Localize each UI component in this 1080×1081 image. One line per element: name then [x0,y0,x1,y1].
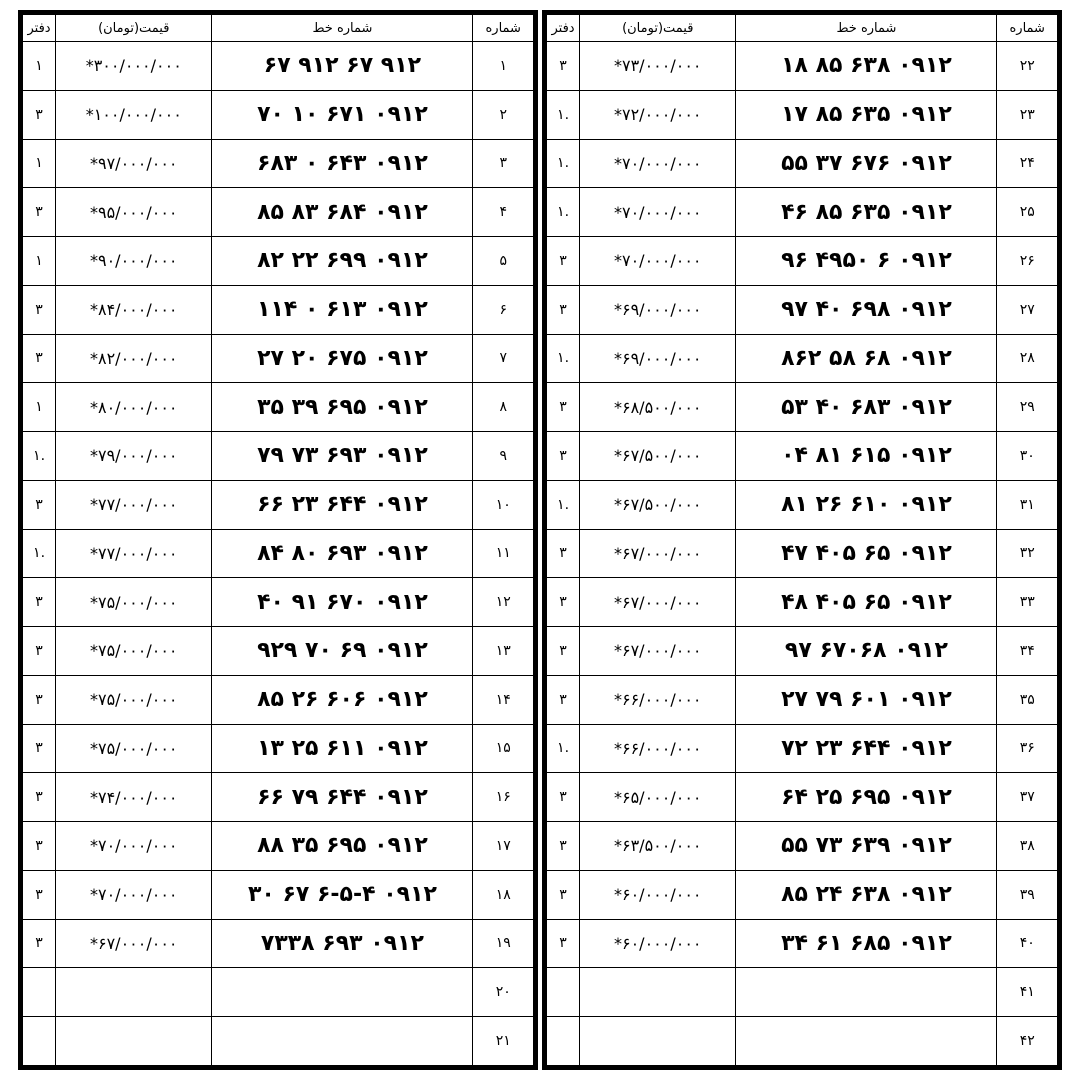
row-number: ۳۳ [997,578,1058,627]
table-row [547,773,1058,822]
line-number: ۰۹۱۲ ۶۴۴ ۷۹ ۶۶ [212,773,473,822]
price: ۶۵/۰۰۰/۰۰۰* [580,773,736,822]
row-number: ۱۳ [473,627,534,676]
row-number: ۲۳ [997,90,1058,139]
table-row [547,334,1058,383]
row-number: ۱۸ [473,870,534,919]
table-row [547,919,1058,968]
office: ۳ [23,724,56,773]
row-number: ۳۹ [997,870,1058,919]
price: ۶۶/۰۰۰/۰۰۰* [580,675,736,724]
price: ۶۶/۰۰۰/۰۰۰* [580,724,736,773]
line-number: ۰۹۱۲ ۶۹۵ ۲۵ ۶۴ [736,773,997,822]
price: ۷۰/۰۰۰/۰۰۰* [580,139,736,188]
office: ۳ [23,285,56,334]
price: ۷۰/۰۰۰/۰۰۰* [56,822,212,871]
line-number: ۰۹۱۲ ۶۸ ۵۸ ۸۶۲ [736,334,997,383]
table-row [23,724,534,773]
office: ۳ [23,90,56,139]
line-number: ۰۹۱۲ ۶-۵-۴ ۶۷ ۳۰ [212,870,473,919]
table-row [23,285,534,334]
price: ۷۵/۰۰۰/۰۰۰* [56,724,212,773]
office: ۳ [23,480,56,529]
line-number: ۰۹۱۲ ۶۱۳ ۰ ۱۱۴ [212,285,473,334]
price: ۷۰/۰۰۰/۰۰۰* [580,188,736,237]
table-row [23,773,534,822]
price: ۷۷/۰۰۰/۰۰۰* [56,529,212,578]
office: ۳ [23,188,56,237]
office [23,1017,56,1066]
table-row [23,578,534,627]
table-row [547,90,1058,139]
row-number: ۳۷ [997,773,1058,822]
table-row [547,383,1058,432]
row-number: ۳۸ [997,822,1058,871]
line-number: ۰۹۱۲ ۶۹۳ ۷۳۳۸ [212,919,473,968]
row-number: ۲۲ [997,42,1058,91]
row-number: ۴۲ [997,1017,1058,1066]
price: ۶۹/۰۰۰/۰۰۰* [580,285,736,334]
price [580,968,736,1017]
line-number: ۰۹۱۲ ۶۴۳ ۰ ۶۸۳ [212,139,473,188]
line-number: ۰۹۱۲ ۶۷۵ ۲۰ ۲۷ [212,334,473,383]
header-office: دفتر [23,15,56,42]
table-row [23,432,534,481]
table-row [23,139,534,188]
office: ۳ [547,675,580,724]
office: ۳ [23,334,56,383]
price: ۱۰۰/۰۰۰/۰۰۰* [56,90,212,139]
office: .۱ [547,724,580,773]
office [547,1017,580,1066]
row-number: ۳۱ [997,480,1058,529]
table-row [547,675,1058,724]
row-number: ۹ [473,432,534,481]
price: ۹۷/۰۰۰/۰۰۰* [56,139,212,188]
table-row [23,822,534,871]
price: ۷۰/۰۰۰/۰۰۰* [56,870,212,919]
table-row [547,237,1058,286]
row-number: ۴۱ [997,968,1058,1017]
office: ۳ [23,919,56,968]
line-number: ۰۹۱۲ ۶۰۱ ۷۹ ۲۷ [736,675,997,724]
price: ۶۰/۰۰۰/۰۰۰* [580,919,736,968]
table-row [23,627,534,676]
row-number: ۱ [473,42,534,91]
price [580,1017,736,1066]
price: ۶۹/۰۰۰/۰۰۰* [580,334,736,383]
price: ۶۷/۰۰۰/۰۰۰* [580,627,736,676]
office: ۳ [547,919,580,968]
line-number: ۰۹۱۲ ۶۴۴ ۲۳ ۶۶ [212,480,473,529]
row-number: ۲ [473,90,534,139]
office: ۳ [547,383,580,432]
row-number: ۳۵ [997,675,1058,724]
office: ۳ [23,578,56,627]
number-table [546,14,1058,1066]
office: ۳ [547,529,580,578]
row-number: ۲۸ [997,334,1058,383]
row-number: ۱۲ [473,578,534,627]
row-number: ۳۰ [997,432,1058,481]
row-number: ۲۶ [997,237,1058,286]
office [23,968,56,1017]
price [56,1017,212,1066]
row-number: ۱۹ [473,919,534,968]
table-row [23,480,534,529]
line-number: ۹۱۲ ۶۷ ۹۱۲ ۶۷ [212,42,473,91]
office: ۳ [547,432,580,481]
line-number: ۰۹۱۲ ۶۳۸ ۲۴ ۸۵ [736,870,997,919]
office: ۳ [547,42,580,91]
line-number [736,1017,997,1066]
line-number: ۰۹۱۲ ۶۷۰۶۸ ۹۷ [736,627,997,676]
table-row [23,334,534,383]
office: ۳ [547,773,580,822]
office: ۳ [23,675,56,724]
table-row [547,822,1058,871]
line-number: ۰۹۱۲ ۶۳۸ ۸۵ ۱۸ [736,42,997,91]
table-row [547,42,1058,91]
table-row [23,383,534,432]
office: ۳ [547,578,580,627]
line-number: ۰۹۱۲ ۶۱۰ ۲۶ ۸۱ [736,480,997,529]
row-number: ۶ [473,285,534,334]
table-row [547,870,1058,919]
row-number: ۸ [473,383,534,432]
table-row [23,90,534,139]
table-row [23,237,534,286]
row-number: ۳۶ [997,724,1058,773]
price: ۷۳/۰۰۰/۰۰۰* [580,42,736,91]
price: ۸۰/۰۰۰/۰۰۰* [56,383,212,432]
office [547,968,580,1017]
row-number: ۴۰ [997,919,1058,968]
table-row [547,432,1058,481]
line-number: ۰۹۱۲ ۶۷۱ ۱۰ ۷۰ [212,90,473,139]
row-number: ۱۷ [473,822,534,871]
office: ۳ [547,285,580,334]
line-number: ۰۹۱۲ ۶۷۶ ۳۷ ۵۵ [736,139,997,188]
office: ۳ [547,237,580,286]
office: .۱ [547,334,580,383]
price: ۸۲/۰۰۰/۰۰۰* [56,334,212,383]
price: ۶۷/۰۰۰/۰۰۰* [56,919,212,968]
line-number: ۰۹۱۲ ۶۷۰ ۹۱ ۴۰ [212,578,473,627]
row-number: ۳۴ [997,627,1058,676]
table-row [547,285,1058,334]
price: ۷۰/۰۰۰/۰۰۰* [580,237,736,286]
office: ۳ [547,822,580,871]
panel-right [542,10,1062,1070]
office: ۱ [23,139,56,188]
table-row [23,919,534,968]
row-number: ۱۴ [473,675,534,724]
line-number: ۰۹۱۲ ۶۹۸ ۴۰ ۹۷ [736,285,997,334]
office: ۱ [23,42,56,91]
table-row [547,627,1058,676]
table-row [547,578,1058,627]
office: ۳ [547,627,580,676]
table-row [547,724,1058,773]
table-row [23,1017,534,1066]
row-number: ۱۶ [473,773,534,822]
row-number: ۲۹ [997,383,1058,432]
line-number: ۰۹۱۲ ۶۹۹ ۲۲ ۸۲ [212,237,473,286]
price: ۳۰۰/۰۰۰/۰۰۰* [56,42,212,91]
line-number: ۰۹۱۲ ۶۸۵ ۶۱ ۳۴ [736,919,997,968]
office: .۱ [547,188,580,237]
line-number: ۰۹۱۲ ۶۵ ۴۰۵ ۴۸ [736,578,997,627]
row-number: ۳۲ [997,529,1058,578]
office: ۳ [547,870,580,919]
line-number: ۰۹۱۲ ۶۹ ۷۰ ۹۲۹ [212,627,473,676]
office: ۱ [23,383,56,432]
table-row [23,870,534,919]
line-number [212,1017,473,1066]
line-number: ۰۹۱۲ ۶۱۵ ۸۱ ۰۴ [736,432,997,481]
header-line-number: شماره خط [212,15,473,42]
table-row [547,139,1058,188]
office: ۳ [23,870,56,919]
row-number: ۷ [473,334,534,383]
line-number: ۰۹۱۲ ۶۸۴ ۸۳ ۸۵ [212,188,473,237]
table-row [547,968,1058,1017]
table-row [23,188,534,237]
header-office: دفتر [547,15,580,42]
row-number: ۱۱ [473,529,534,578]
price-sheet [18,10,1062,1070]
price: ۶۷/۰۰۰/۰۰۰* [580,529,736,578]
office: ۱ [23,237,56,286]
table-row [547,480,1058,529]
row-number: ۴ [473,188,534,237]
header-price: قیمت(تومان) [580,15,736,42]
price: ۷۵/۰۰۰/۰۰۰* [56,675,212,724]
price: ۶۳/۵۰۰/۰۰۰* [580,822,736,871]
table-row [547,1017,1058,1066]
office: .۱ [547,90,580,139]
header-number: شماره [997,15,1058,42]
line-number [736,968,997,1017]
price: ۷۵/۰۰۰/۰۰۰* [56,578,212,627]
row-number: ۲۷ [997,285,1058,334]
table-row [23,42,534,91]
price: ۹۰/۰۰۰/۰۰۰* [56,237,212,286]
office: .۱ [547,480,580,529]
price: ۹۵/۰۰۰/۰۰۰* [56,188,212,237]
row-number: ۲۵ [997,188,1058,237]
line-number: ۰۹۱۲ ۶۹۵ ۳۵ ۸۸ [212,822,473,871]
line-number: ۰۹۱۲ ۶۹۳ ۸۰ ۸۴ [212,529,473,578]
row-number: ۲۴ [997,139,1058,188]
row-number: ۱۵ [473,724,534,773]
price [56,968,212,1017]
price: ۷۴/۰۰۰/۰۰۰* [56,773,212,822]
line-number: ۰۹۱۲ ۶۳۵ ۸۵ ۱۷ [736,90,997,139]
office: .۱ [547,139,580,188]
line-number: ۰۹۱۲ ۶ ۴۹۵۰ ۹۶ [736,237,997,286]
price: ۶۷/۵۰۰/۰۰۰* [580,480,736,529]
line-number: ۰۹۱۲ ۶۳۹ ۷۳ ۵۵ [736,822,997,871]
line-number [212,968,473,1017]
price: ۷۵/۰۰۰/۰۰۰* [56,627,212,676]
price: ۶۷/۰۰۰/۰۰۰* [580,578,736,627]
table-body [23,42,534,1066]
table-row [23,675,534,724]
table-row [23,968,534,1017]
line-number: ۰۹۱۲ ۶۸۳ ۴۰ ۵۳ [736,383,997,432]
number-table [22,14,534,1066]
office: ۳ [23,822,56,871]
office: .۱ [23,432,56,481]
table-row [547,188,1058,237]
price: ۸۴/۰۰۰/۰۰۰* [56,285,212,334]
price: ۷۹/۰۰۰/۰۰۰* [56,432,212,481]
header-line-number: شماره خط [736,15,997,42]
price: ۷۷/۰۰۰/۰۰۰* [56,480,212,529]
table-body [547,42,1058,1066]
header-number: شماره [473,15,534,42]
price: ۶۰/۰۰۰/۰۰۰* [580,870,736,919]
row-number: ۱۰ [473,480,534,529]
line-number: ۰۹۱۲ ۶۱۱ ۲۵ ۱۳ [212,724,473,773]
table-row [547,529,1058,578]
row-number: ۳ [473,139,534,188]
office: ۳ [23,627,56,676]
header-price: قیمت(تومان) [56,15,212,42]
price: ۷۲/۰۰۰/۰۰۰* [580,90,736,139]
line-number: ۰۹۱۲ ۶۹۳ ۷۳ ۷۹ [212,432,473,481]
table-header-row [547,15,1058,42]
price: ۶۸/۵۰۰/۰۰۰* [580,383,736,432]
row-number: ۲۰ [473,968,534,1017]
row-number: ۲۱ [473,1017,534,1066]
line-number: ۰۹۱۲ ۶۴۴ ۲۳ ۷۲ [736,724,997,773]
line-number: ۰۹۱۲ ۶۹۵ ۳۹ ۳۵ [212,383,473,432]
line-number: ۰۹۱۲ ۶۰۶ ۲۶ ۸۵ [212,675,473,724]
panel-left [18,10,538,1070]
office: ۳ [23,773,56,822]
line-number: ۰۹۱۲ ۶۵ ۴۰۵ ۴۷ [736,529,997,578]
office: .۱ [23,529,56,578]
price: ۶۷/۵۰۰/۰۰۰* [580,432,736,481]
line-number: ۰۹۱۲ ۶۳۵ ۸۵ ۴۶ [736,188,997,237]
row-number: ۵ [473,237,534,286]
table-row [23,529,534,578]
table-header-row [23,15,534,42]
